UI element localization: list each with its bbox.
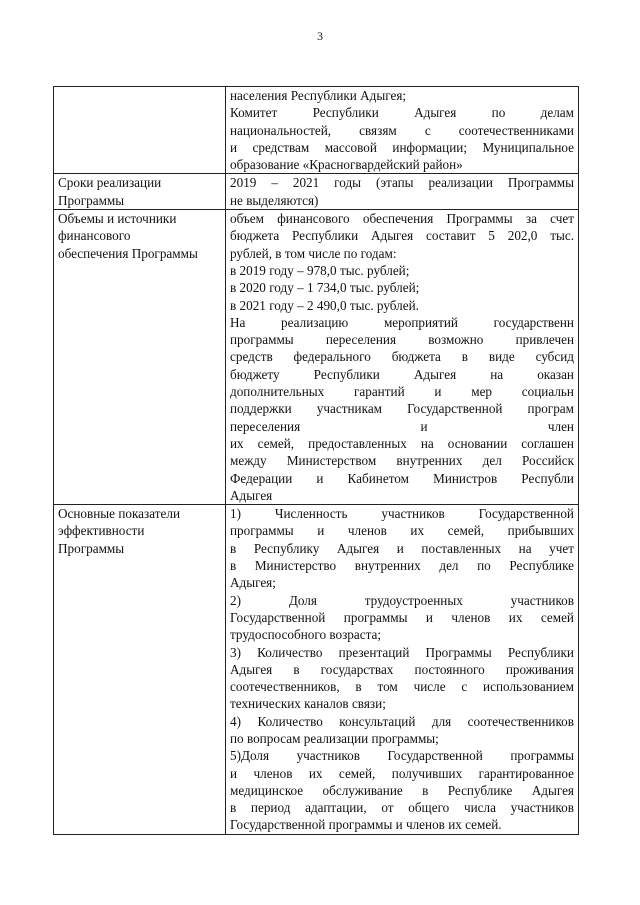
text-line: объем финансового обеспечения Программы за счет (230, 211, 574, 227)
text-line: в период адаптации, от общего числа участников (230, 800, 574, 816)
row-value-cell (226, 87, 579, 174)
table-row (54, 505, 579, 835)
text-line: дополнительных гарантий и мер социальн (230, 384, 574, 400)
label-line: финансового (58, 228, 131, 244)
text-line: рублей, в том числе по годам: (230, 245, 397, 261)
text-line: программы и членов их семей, прибывших (230, 523, 574, 539)
text-line: не выделяются) (230, 192, 319, 208)
text-line: образование «Красногвардейский район» (230, 157, 463, 173)
label-line: эффективности (58, 523, 145, 539)
page-number: 3 (317, 29, 323, 43)
row-value-cell (226, 210, 579, 505)
text-line: 2) Доля трудоустроенных участников (230, 592, 574, 608)
text-line: Комитет Республики Адыгея по делам (230, 105, 574, 121)
text-line: в 2021 году – 2 490,0 тыс. рублей. (230, 297, 419, 313)
text-line: в 2020 году – 1 734,0 тыс. рублей; (230, 280, 420, 296)
table-row (54, 87, 579, 174)
text-line: технических каналов связи; (230, 696, 386, 712)
text-line: бюджету Республики Адыгея на оказан (230, 366, 574, 382)
text-line: Адыгея в государствах постоянного проживания (230, 661, 574, 677)
table-row (54, 210, 579, 505)
label-line: обеспечения Программы (58, 245, 198, 261)
text-line: программы переселения возможно привлечен (230, 332, 574, 348)
text-line: Государственной программы и членов их семей. (230, 817, 502, 833)
row-label-cell (54, 174, 226, 210)
program-passport-table (53, 86, 579, 835)
row-label-cell (54, 87, 226, 174)
row-value-cell (226, 174, 579, 210)
text-line: между Министерством внутренних дел Российск (230, 453, 574, 469)
row-label-cell (54, 505, 226, 835)
text-line: национальностей, связям с соотечественниками (230, 122, 574, 138)
text-line: и членов их семей, получивших гарантированное (230, 765, 574, 781)
text-line: 1) Численность участников Государственной (230, 506, 574, 522)
text-line: трудоспособного возраста; (230, 627, 382, 643)
text-line: переселения и член (230, 418, 574, 434)
text-line: медицинское обслуживание в Республике Адыгея (230, 782, 574, 798)
label-line: Сроки реализации (58, 175, 162, 191)
text-line: Федерации и Кабинетом Министров Республи (230, 470, 574, 486)
row-value-cell (226, 505, 579, 835)
table-row (54, 174, 579, 210)
text-line: поддержки участникам Государственной програм (230, 401, 574, 417)
text-line: 4) Количество консультаций для соотечественников (230, 713, 574, 729)
text-line: 5)Доля участников Государственной программы (230, 748, 574, 764)
text-line: Государственной программы и членов их семей (230, 609, 574, 625)
text-line: средств федерального бюджета в виде субсид (230, 349, 574, 365)
text-line: 2019 – 2021 годы (этапы реализации Программы (230, 175, 574, 191)
text-line: населения Республики Адыгея; (230, 88, 407, 103)
text-line: 3) Количество презентаций Программы Республики (230, 644, 574, 660)
label-line: Программы (58, 192, 125, 208)
label-line: Основные показатели (58, 506, 181, 522)
label-line: Программы (58, 540, 125, 556)
label-line: Объемы и источники (58, 211, 177, 227)
text-line: их семей, предоставленных на основании соглашен (230, 435, 574, 451)
text-line: Адыгея (230, 487, 273, 503)
text-line: в 2019 году – 978,0 тыс. рублей; (230, 262, 410, 278)
text-line: бюджета Республики Адыгея составит 5 202,0 тыс. (230, 228, 574, 244)
text-line: по вопросам реализации программы; (230, 730, 439, 746)
text-line: в Министерство внутренних дел по Республике (230, 558, 574, 574)
text-line: На реализацию мероприятий государственн (230, 314, 574, 330)
text-line: Адыгея; (230, 575, 276, 591)
text-line: в Республику Адыгея и поставленных на учет (230, 540, 574, 556)
row-label-cell (54, 210, 226, 505)
text-line: соотечественников, в том числе с использованием (230, 679, 574, 695)
text-line: и средствам массовой информации; Муниципальное (230, 139, 574, 155)
